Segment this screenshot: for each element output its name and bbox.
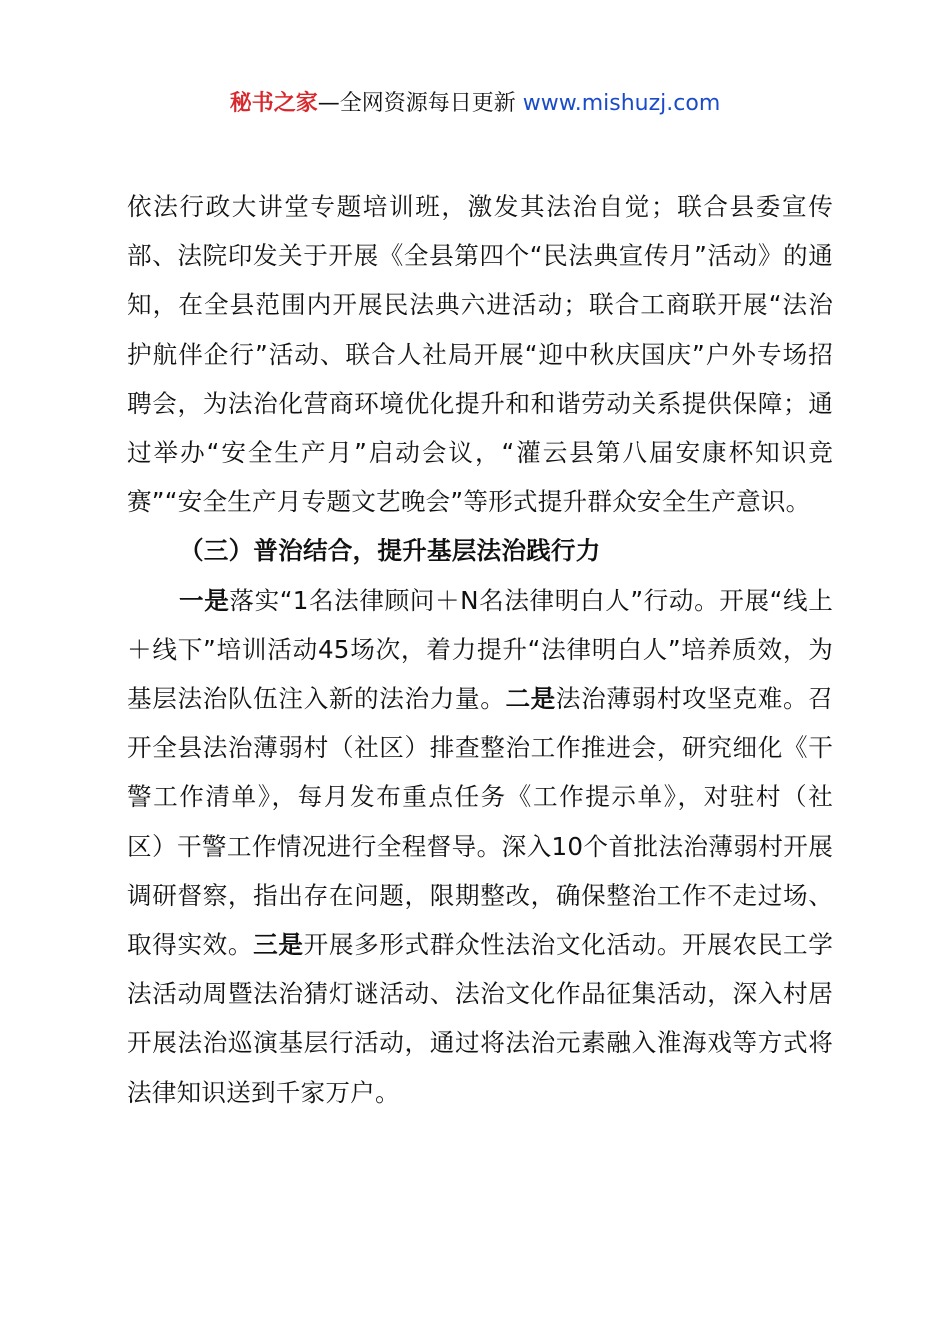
page-header xyxy=(0,88,950,120)
header-tagline: —全网资源每日更新 xyxy=(317,91,523,116)
body-paragraph-continued: 依法行政大讲堂专题培训班，激发其法治自觉；联合县委宣传部、法院印发关于开展《全县第四个“民法典宣传月”活动》的通知，在全县范围内开展民法典六进活动；联合工商联开展“法治护航伴企行”活动、联合人社局开展“迎中秋庆国庆”户外专场招聘会，为法治化营商环境优化提升和和谐劳动关系提供保障；通过举办“安全生产月”启动会议，“灌云县第八届安康杯知识竞赛”“安全生产月专题文艺晚会”等形式提升群众安全生产意识。 xyxy=(127,192,833,517)
header-url-link[interactable]: www.mishuzj.com xyxy=(522,91,721,116)
section-heading: （三）普治结合，提升基层法治践行力 xyxy=(179,536,601,566)
brand-name: 秘书之家 xyxy=(229,91,318,116)
body-text-first: 落实“1名法律顾问＋N名法律明白人”行动。开展“线上＋线下”培训活动45场次，着力提升“法律明白人”培养质效，为基层法治队伍注入新的法治力量。 xyxy=(127,585,833,714)
body-text-second: 法治薄弱村攻坚克难。召开全县法治薄弱村（社区）排查整治工作推进会，研究细化《干警工作清单》，每月发布重点任务《工作提示单》，对驻村（社区）干警工作情况进行全程督导。深入10个首批法治薄弱村开展调研督察，指出存在问题，限期整改，确保整治工作不走过场、取得实效。 xyxy=(127,684,833,960)
body-paragraph-section3 xyxy=(127,576,833,1117)
lead-phrase-third: 三是 xyxy=(253,930,304,960)
body-text-third: 开展多形式群众性法治文化活动。开展农民工学法活动周暨法治猜灯谜活动、法治文化作品征集活动，深入村居开展法治巡演基层行活动，通过将法治元素融入淮海戏等方式将法律知识送到千家万户。 xyxy=(127,930,833,1107)
lead-phrase-second: 二是 xyxy=(505,684,556,714)
document-body xyxy=(127,182,833,1117)
lead-phrase-first: 一是 xyxy=(179,585,230,615)
